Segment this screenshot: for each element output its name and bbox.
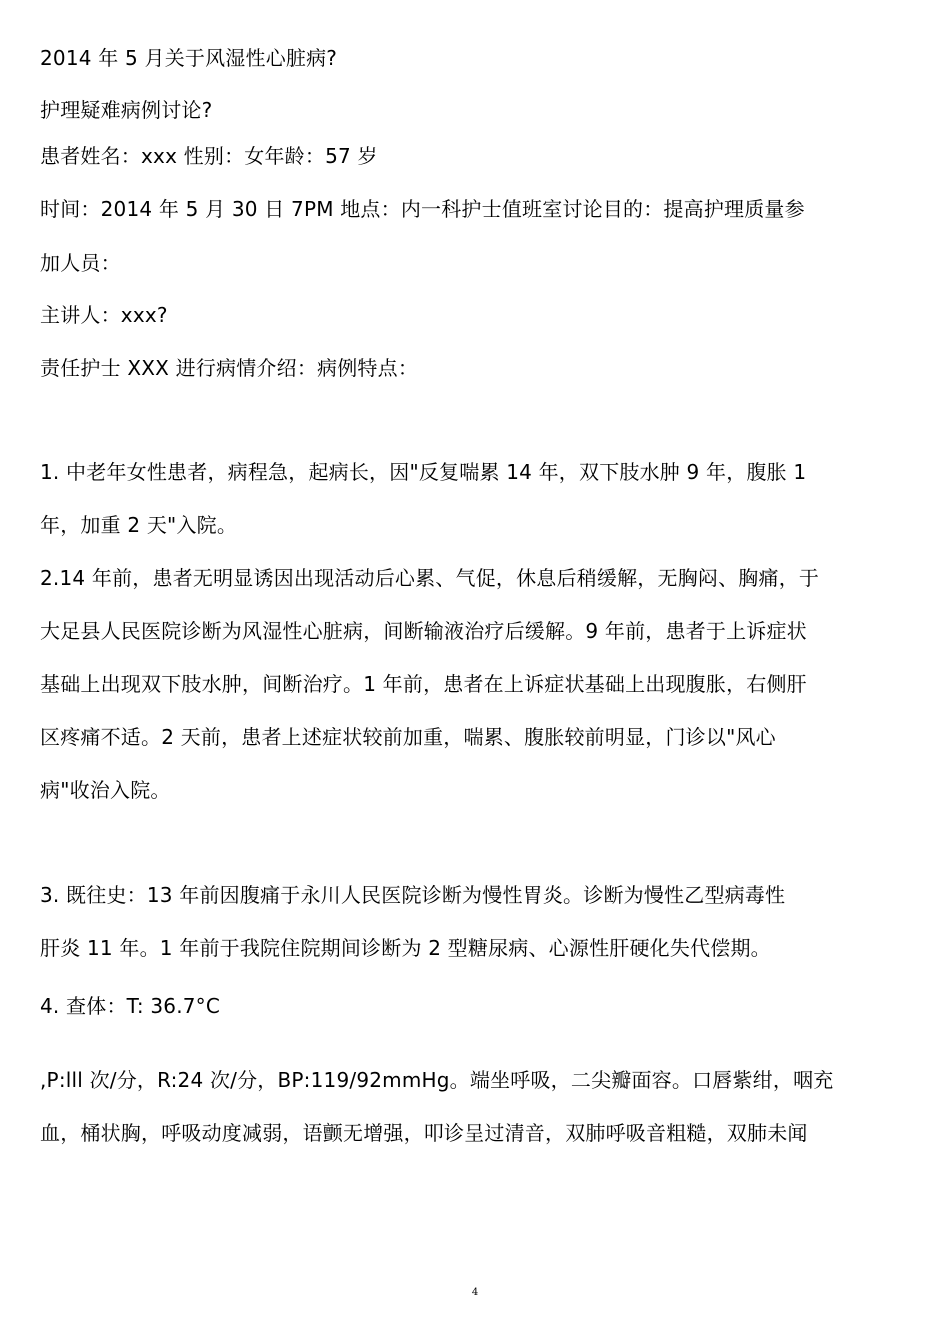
case-point-4-line-1: 4. 查体：T: 36.7°C (40, 994, 221, 1018)
presenter-line: 主讲人：xxx? (40, 303, 168, 327)
document-subtitle: 护理疑难病例讨论? (40, 98, 213, 122)
patient-info-line: 患者姓名：xxx 性别：女年龄：57 岁 (40, 144, 378, 168)
case-point-4-line-2: ,P:lll 次/分，R:24 次/分，BP:119/92mmHg。端坐呼吸，二尖瓣面容。口唇紫绀，咽充 (40, 1068, 834, 1092)
meeting-info-line: 时间：2014 年 5 月 30 日 7PM 地点：内一科护士值班室讨论目的：提高护理质量参 (40, 197, 805, 221)
case-point-3-line-2: 肝炎 11 年。1 年前于我院住院期间诊断为 2 型糖尿病、心源性肝硬化失代偿期。 (40, 936, 771, 960)
case-intro-line: 责任护士 XXX 进行病情介绍：病例特点： (40, 356, 419, 380)
case-point-3-line-1: 3. 既往史：13 年前因腹痛于永川人民医院诊断为慢性胃炎。诊断为慢性乙型病毒性 (40, 883, 786, 907)
page-number: 4 (471, 1287, 479, 1298)
case-point-2-line-1: 2.14 年前，患者无明显诱因出现活动后心累、气促，休息后稍缓解，无胸闷、胸痛，于 (40, 566, 820, 590)
meeting-info-line-cont: 加人员： (40, 251, 121, 275)
document-title: 2014 年 5 月关于风湿性心脏病? (40, 46, 338, 70)
case-point-4-line-3: 血，桶状胸，呼吸动度减弱，语颤无增强，叩诊呈过清音，双肺呼吸音粗糙，双肺未闻 (40, 1121, 808, 1145)
case-point-1-line-2: 年，加重 2 天"入院。 (40, 513, 238, 537)
case-point-2-line-5: 病"收治入院。 (40, 778, 171, 802)
case-point-2-line-3: 基础上出现双下肢水肿，间断治疗。1 年前，患者在上诉症状基础上出现腹胀，右侧肝 (40, 672, 807, 696)
case-point-2-line-4: 区疼痛不适。2 天前，患者上述症状较前加重，喘累、腹胀较前明显，门诊以"风心 (40, 725, 776, 749)
case-point-1-line-1: 1. 中老年女性患者，病程急，起病长，因"反复喘累 14 年，双下肢水肿 9 年，腹胀 1 (40, 460, 807, 484)
case-point-2-line-2: 大足县人民医院诊断为风湿性心脏病，间断输液治疗后缓解。9 年前，患者于上诉症状 (40, 619, 807, 643)
